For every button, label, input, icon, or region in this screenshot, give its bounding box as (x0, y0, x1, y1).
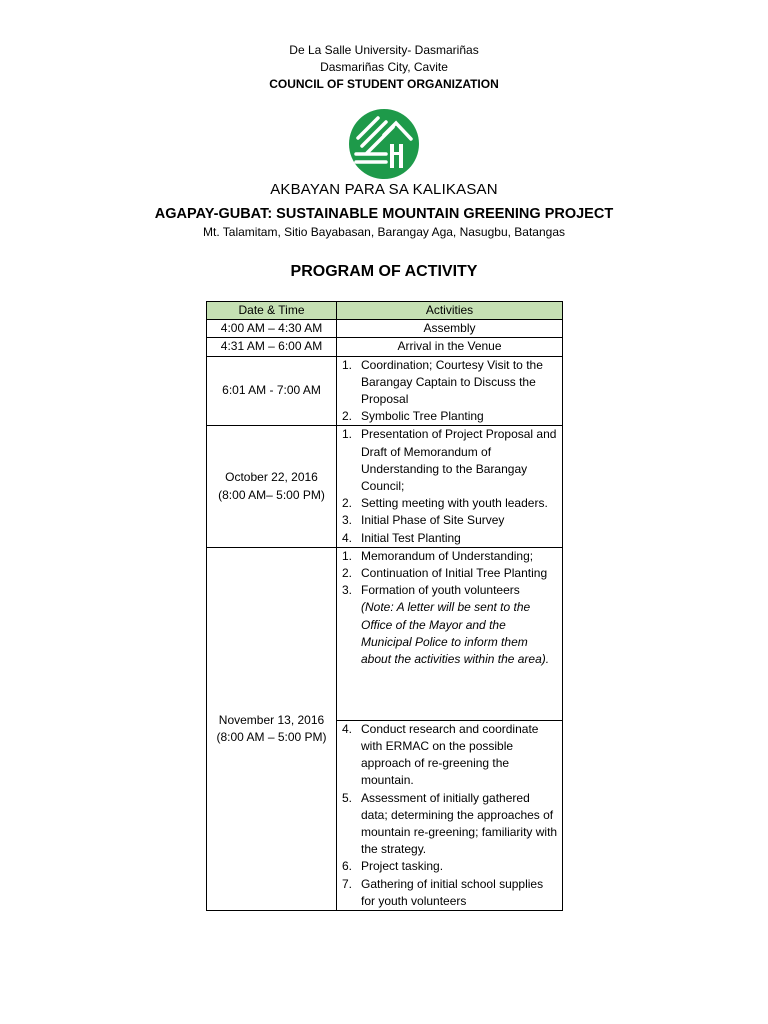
table-row (207, 320, 563, 338)
row-time: 6:01 AM - 7:00 AM (207, 356, 337, 426)
row-date: October 22, 2016 (225, 470, 318, 485)
item-number: 4. (342, 721, 353, 736)
row-activity-list (337, 720, 563, 910)
item-text: Conduct research and coordinate with ERMAC on the possible approach of re-greening the mountain. (361, 721, 539, 788)
activity-item (337, 876, 562, 910)
table-row (207, 426, 563, 547)
activity-item (337, 548, 562, 565)
row-time: 4:31 AM – 6:00 AM (207, 338, 337, 356)
item-text: Continuation of Initial Tree Planting (361, 566, 548, 581)
row-date: November 13, 2016 (218, 712, 325, 727)
activity-item (337, 530, 562, 547)
row-time (207, 426, 337, 547)
item-number: 1. (342, 548, 353, 563)
item-text: Symbolic Tree Planting (361, 409, 484, 424)
item-text: Formation of youth volunteers (361, 583, 520, 598)
organization-name: AKBAYAN PARA SA KALIKASAN (270, 181, 498, 198)
row-time (207, 547, 337, 910)
table-row (207, 356, 563, 426)
council-name: COUNCIL OF STUDENT ORGANIZATION (269, 77, 499, 91)
item-number: 3. (342, 583, 353, 598)
item-number: 1. (342, 427, 353, 442)
item-text: Presentation of Project Proposal and Draft of Memorandum of Understanding to the Barangay Council; (361, 427, 557, 494)
item-number: 2. (342, 496, 353, 511)
activity-item (337, 426, 562, 495)
schedule-table (206, 301, 563, 911)
column-header-date-time: Date & Time (207, 302, 337, 320)
row-hours: (8:00 AM– 5:00 PM) (218, 487, 325, 502)
item-number: 6. (342, 859, 353, 874)
activity-item (337, 721, 562, 790)
university-name: De La Salle University- Dasmariñas (289, 43, 479, 57)
activity-item (337, 357, 562, 409)
project-location: Mt. Talamitam, Sitio Bayabasan, Barangay Aga, Nasugbu, Batangas (203, 225, 565, 239)
item-number: 3. (342, 513, 353, 528)
activity-item (337, 512, 562, 529)
item-text: Memorandum of Understanding; (361, 548, 534, 563)
item-number: 5. (342, 790, 353, 805)
row-time: 4:00 AM – 4:30 AM (207, 320, 337, 338)
item-text: Initial Test Planting (361, 530, 461, 545)
item-number: 2. (342, 409, 353, 424)
item-number: 2. (342, 566, 353, 581)
item-number: 4. (342, 530, 353, 545)
item-number: 1. (342, 357, 353, 372)
document-title: PROGRAM OF ACTIVITY (290, 263, 478, 280)
university-city: Dasmariñas City, Cavite (320, 60, 448, 74)
row-activity-list (337, 547, 563, 720)
item-text: Setting meeting with youth leaders. (361, 496, 548, 511)
activity-item (337, 495, 562, 512)
activity-item (337, 582, 562, 668)
leaf-house-logo-icon (348, 108, 420, 180)
activity-item (337, 408, 562, 425)
item-text: Gathering of initial school supplies for youth volunteers (361, 876, 544, 908)
table-row (207, 338, 563, 356)
table-row (207, 547, 563, 720)
item-text: Initial Phase of Site Survey (361, 513, 505, 528)
row-activity-list (337, 356, 563, 426)
item-text: Assessment of initially gathered data; determining the approaches of mountain re-greening; familiarity with the strategy. (361, 790, 558, 857)
project-title: AGAPAY-GUBAT: SUSTAINABLE MOUNTAIN GREENING PROJECT (154, 206, 614, 222)
item-text: Project tasking. (361, 859, 444, 874)
item-text: Coordination; Courtesy Visit to the Barangay Captain to Discuss the Proposal (361, 357, 543, 407)
row-activity: Assembly (337, 320, 563, 338)
activity-item (337, 858, 562, 875)
item-number: 7. (342, 876, 353, 891)
activity-item (337, 790, 562, 859)
row-hours: (8:00 AM – 5:00 PM) (216, 729, 327, 744)
table-header-row (207, 302, 563, 320)
activity-item (337, 565, 562, 582)
row-activity: Arrival in the Venue (337, 338, 563, 356)
item-note: (Note: A letter will be sent to the Office of the Mayor and the Municipal Police to inform them about the activities within the area). (361, 600, 550, 667)
column-header-activities: Activities (337, 302, 563, 320)
row-activity-list (337, 426, 563, 547)
